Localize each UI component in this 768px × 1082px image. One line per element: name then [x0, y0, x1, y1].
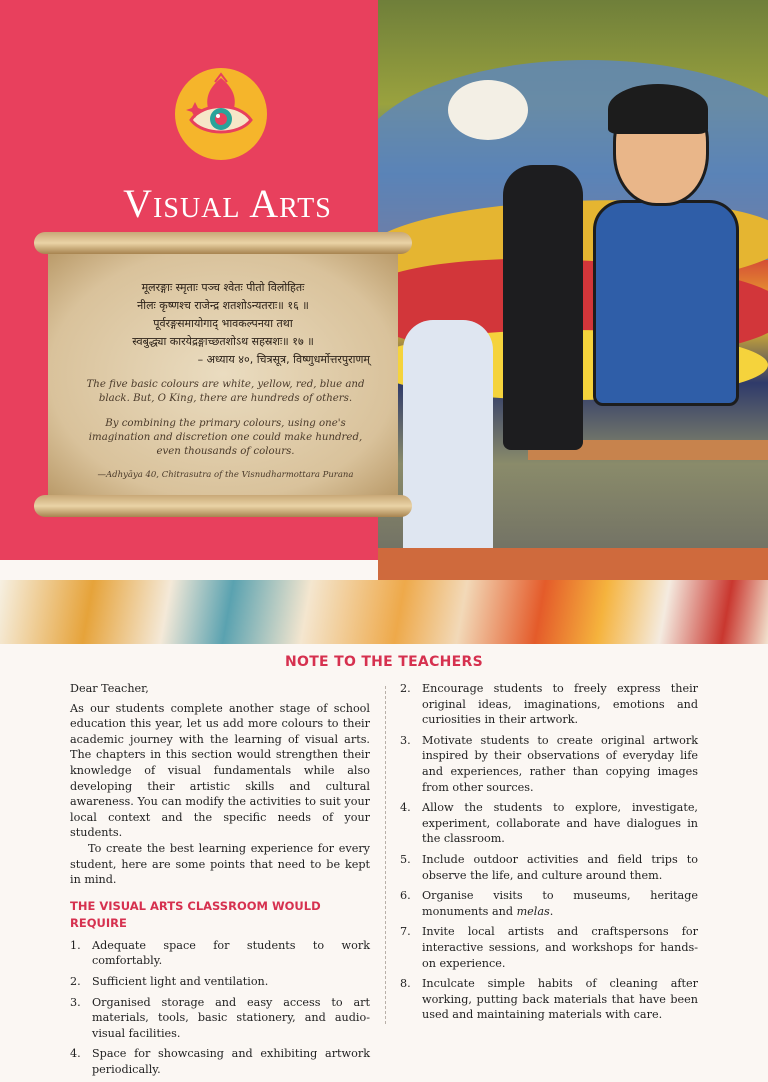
bench [378, 548, 768, 580]
sanskrit-line: स्वबुद्ध्या कारयेद्रङ्गाच्छतशोऽथ सहस्रशः॥ १७ ॥ [132, 335, 314, 348]
section-title: NOTE TO THE TEACHERS [284, 654, 483, 670]
translation-text: The five basic colours are white, yellow, red, blue and black. But, O King, there are hundreds of others. [86, 379, 365, 404]
list-item: 1. Adequate space for students to work comfortably. [70, 938, 370, 968]
student-painter-figure [503, 165, 583, 450]
sanskrit-scroll [40, 232, 405, 517]
list-item: 6. Organise visits to museums, heritage monuments and melas. [400, 889, 698, 918]
left-column [70, 681, 370, 1082]
list-item: 5. Include outdoor activities and field trips to observe the life, and culture around them. [400, 852, 698, 882]
sanskrit-line: मूलरङ्गाः स्मृताः पञ्च श्वेतः पीतो विलोहितः [141, 281, 305, 294]
mural-boy-figure [593, 90, 743, 410]
visual-arts-eye-icon [175, 68, 267, 160]
paint-texture-band [0, 580, 768, 644]
list-item: 2. Encourage students to freely express their original ideas, imaginations, emotions and curiosities in their artwork. [400, 682, 698, 727]
list-item: 4. Allow the students to explore, investigate, experiment, collaborate and have dialogues in the classroom. [400, 801, 698, 846]
page-title: Visual Arts [123, 181, 332, 226]
intro-paragraph: As our students complete another stage of school education this year, let us add more colours to their academic journey with the learning of visual arts. The chapters in this section would strengthen their knowledge of visual fundamentals while also developing their artistic skills and cultural awareness. You can modify the activities to suit your local context and the specific needs of your students. [70, 701, 370, 840]
subsection-title: THE VISUAL ARTS CLASSROOM WOULD REQUIRE [70, 898, 321, 930]
list-item: 4. Space for showcasing and exhibiting artwork periodically. [70, 1047, 370, 1076]
greeting: Dear Teacher, [70, 682, 149, 695]
intro-paragraph: To create the best learning experience for every student, here are some points that need to be kept in mind. [70, 841, 370, 887]
scroll-roll [34, 232, 412, 254]
mural-sun [448, 80, 528, 140]
list-item: 3. Motivate students to create original artwork inspired by their observations of everyday life and experiences, rather than copying images from other sources. [400, 733, 698, 794]
sanskrit-source: – अध्याय ४०, चित्रसूत्र, विष्णुधर्मोत्तरपुराणम् [197, 353, 370, 366]
teacher-painter-figure [403, 320, 493, 580]
list-item: 8. Inculcate simple habits of cleaning after working, putting back materials that have been used and maintaining materials with care. [400, 977, 698, 1022]
list-item: 2. Sufficient light and ventilation. [70, 974, 269, 988]
translation-text: By combining the primary colours, using one's imagination and discretion one could make hundred, even thousands of colours. [88, 418, 363, 457]
column-divider [385, 686, 386, 1024]
list-item: 3. Organised storage and easy access to art materials, tools, basic stationery, and audio-visual facilities. [70, 995, 370, 1040]
teacher-guidelines-list [400, 681, 698, 1023]
sanskrit-line: नीलः कृष्णश्च राजेन्द्र शतशोऽन्यतराः॥ १६ ॥ [137, 299, 309, 312]
scroll-roll [34, 495, 412, 517]
sanskrit-line: पूर्वरङ्गसमायोगाद् भावकल्पनया तथा [153, 317, 293, 330]
right-column [400, 681, 698, 1028]
verse-citation: —Adhyāya 40, Chitrasutra of the Visnudharmottara Purana [97, 470, 354, 480]
mural-photo [378, 0, 768, 580]
list-item: 7. Invite local artists and craftspersons for interactive sessions, and workshops for hands-on experience. [400, 925, 698, 970]
classroom-requirements-list [70, 938, 370, 1078]
